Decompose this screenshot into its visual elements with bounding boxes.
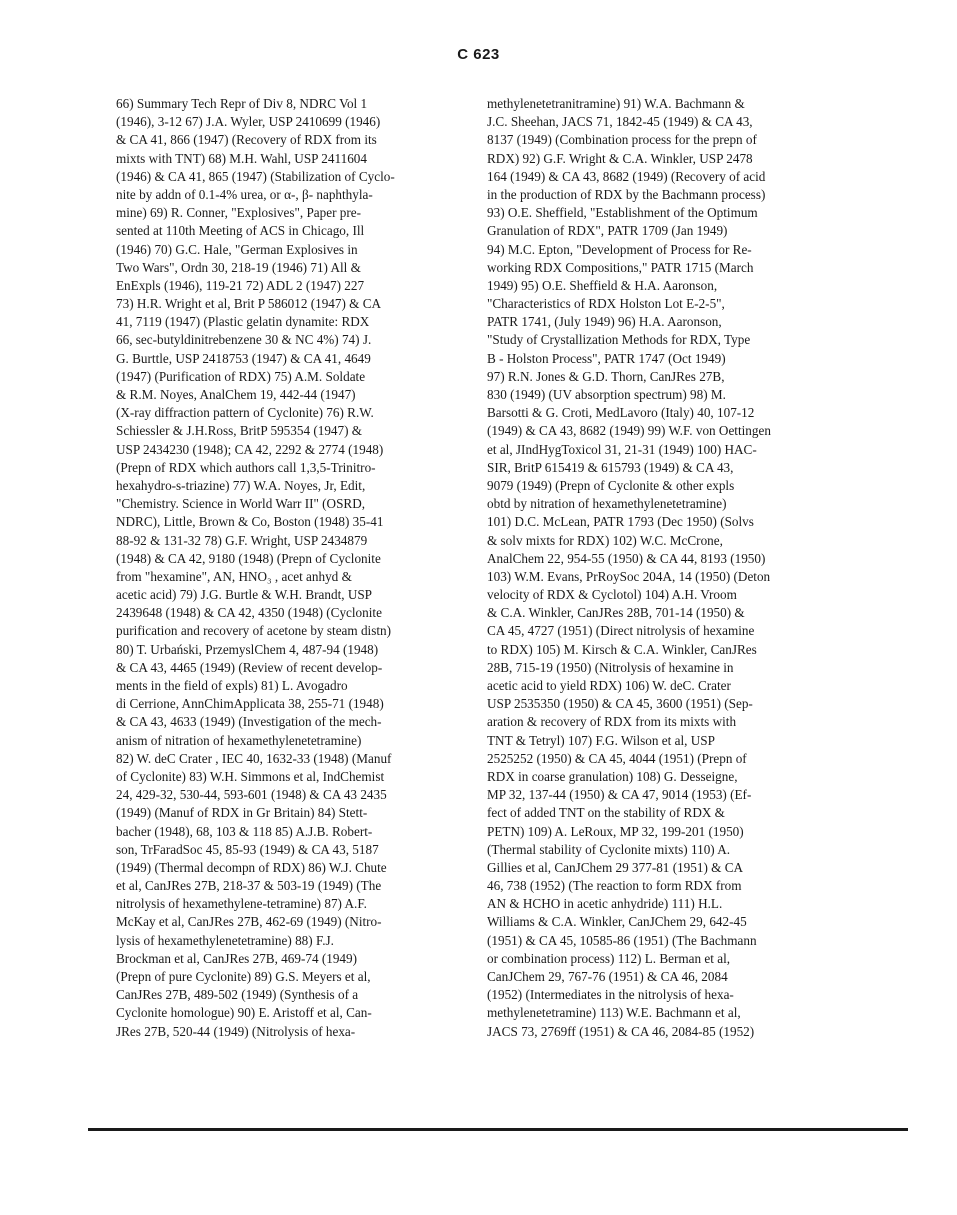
text-line: J.C. Sheehan, JACS 71, 1842-45 (1949) & CA 43, <box>487 114 753 130</box>
text-line: 66) Summary Tech Repr of Div 8, NDRC Vol 1 <box>116 96 368 111</box>
text-line: (X-ray diffraction pattern of Cyclonite) 76) R.W. <box>116 405 374 421</box>
text-line: 73) H.R. Wright et al, Brit P 586012 (1947) & CA <box>116 296 382 312</box>
text-line: (1949) (Thermal decompn of RDX) 86) W.J. Chute <box>116 859 387 875</box>
text-line: RDX) 92) G.F. Wright & C.A. Winkler, USP 2478 <box>487 150 753 166</box>
text-line: (1949) (Manuf of RDX in Gr Britain) 84) Stett- <box>116 805 368 821</box>
text-line: 88-92 & 131-32 78) G.F. Wright, USP 2434879 <box>116 532 368 548</box>
text-line: Two Wars", Ordn 30, 218-19 (1946) 71) All & <box>116 259 361 275</box>
text-line: et al, CanJRes 27B, 218-37 & 503-19 (1949) (The <box>116 878 382 894</box>
text-line: USP 2535350 (1950) & CA 45, 3600 (1951) (Sep- <box>487 696 753 712</box>
text-line: McKay et al, CanJRes 27B, 462-69 (1949) (Nitro- <box>116 914 382 930</box>
text-line: NDRC), Little, Brown & Co, Boston (1948) 35-41 <box>116 514 384 530</box>
text-line: 94) M.C. Epton, "Development of Process for Re- <box>487 241 752 257</box>
text-line: (1946), 3-12 67) J.A. Wyler, USP 2410699 (1946) <box>116 114 381 130</box>
text-line: PATR 1741, (July 1949) 96) H.A. Aaronson, <box>487 314 722 330</box>
text-line: Brockman et al, CanJRes 27B, 469-74 (1949) <box>116 950 358 966</box>
text-line: 41, 7119 (1947) (Plastic gelatin dynamite: RDX <box>116 314 370 330</box>
text-line: aration & recovery of RDX from its mixts with <box>487 714 737 730</box>
text-line: 93) O.E. Sheffield, "Establishment of the Optimum <box>487 205 758 221</box>
text-line: (1946) 70) G.C. Hale, "German Explosives in <box>116 241 358 257</box>
left-column <box>116 95 461 1041</box>
text-line: 830 (1949) (UV absorption spectrum) 98) M. <box>487 387 726 402</box>
text-line: "Chemistry. Science in World Warr II" (OSRD, <box>116 496 366 512</box>
text-line: & CA 43, 4633 (1949) (Investigation of the mech- <box>116 714 382 730</box>
text-line: 97) R.N. Jones & G.D. Thorn, CanJRes 27B, <box>487 368 725 384</box>
text-line: (1951) & CA 45, 10585-86 (1951) (The Bachmann <box>487 932 757 948</box>
text-line: CanJRes 27B, 489-502 (1949) (Synthesis of a <box>116 987 359 1003</box>
text-line: (Prepn of RDX which authors call 1,3,5-Trinitro- <box>116 459 376 475</box>
text-line: USP 2434230 (1948); CA 42, 2292 & 2774 (1948) <box>116 441 384 457</box>
text-line: ments in the field of expls) 81) L. Avogadro <box>116 678 348 693</box>
text-line: 164 (1949) & CA 43, 8682 (1949) (Recovery of acid <box>487 168 766 184</box>
text-line: 28B, 715-19 (1950) (Nitrolysis of hexamine in <box>487 659 734 675</box>
right-column <box>487 95 847 1041</box>
text-line: 101) D.C. McLean, PATR 1793 (Dec 1950) (Solvs <box>487 514 754 530</box>
text-line: & CA 43, 4465 (1949) (Review of recent develop- <box>116 659 383 675</box>
text-line: bacher (1948), 68, 103 & 118 85) A.J.B. Robert- <box>116 823 373 839</box>
text-line: RDX in coarse granulation) 108) G. Desseigne, <box>487 768 738 784</box>
text-line: JACS 73, 2769ff (1951) & CA 46, 2084-85 (1952) <box>487 1023 755 1039</box>
text-line: JRes 27B, 520-44 (1949) (Nitrolysis of hexa- <box>116 1023 356 1039</box>
text-line: 103) W.M. Evans, PrRoySoc 204A, 14 (1950) (Deton <box>487 568 771 584</box>
text-line: Schiessler & J.H.Ross, BritP 595354 (1947) & <box>116 423 363 439</box>
text-line: B - Holston Process", PATR 1747 (Oct 1949) <box>487 350 726 366</box>
text-line: purification and recovery of acetone by steam distn) <box>116 623 391 639</box>
text-line: Granulation of RDX", PATR 1709 (Jan 1949) <box>487 223 728 239</box>
text-line: "Characteristics of RDX Holston Lot E-2-5", <box>487 296 725 312</box>
text-line: 24, 429-32, 530-44, 593-601 (1948) & CA 43 2435 <box>116 787 387 803</box>
text-line: in the production of RDX by the Bachmann process) <box>487 186 766 202</box>
text-line: nitrolysis of hexamethylene-tetramine) 87) A.F. <box>116 896 367 912</box>
text-line: Cyclonite homologue) 90) E. Aristoff et al, Can- <box>116 1005 372 1021</box>
text-line: PETN) 109) A. LeRoux, MP 32, 199-201 (1950) <box>487 823 744 839</box>
text-line: et al, JIndHygToxicol 31, 21-31 (1949) 100) HAC- <box>487 441 757 457</box>
text-line: methylenetetranitramine) 91) W.A. Bachmann & <box>487 96 745 111</box>
text-line: son, TrFaradSoc 45, 85-93 (1949) & CA 43, 5187 <box>116 841 379 857</box>
text-line: fect of added TNT on the stability of RDX & <box>487 805 725 821</box>
text-line: SIR, BritP 615419 & 615793 (1949) & CA 43, <box>487 459 734 475</box>
text-line: (1948) & CA 42, 9180 (1948) (Prepn of Cyclonite <box>116 550 381 566</box>
page-number: C 623 <box>457 46 500 63</box>
text-line: lysis of hexamethylenetetramine) 88) F.J. <box>116 932 334 948</box>
text-line: MP 32, 137-44 (1950) & CA 47, 9014 (1953) (Ef- <box>487 787 752 803</box>
text-line: from "hexamine", AN, HNO₃ , acet anhyd & <box>116 568 352 584</box>
text-line: "Study of Crystallization Methods for RDX, Type <box>487 332 751 348</box>
text-line: working RDX Compositions," PATR 1715 (March <box>487 259 754 275</box>
text-line: mixts with TNT) 68) M.H. Wahl, USP 2411604 <box>116 150 367 166</box>
text-line: Williams & C.A. Winkler, CanJChem 29, 642-45 <box>487 914 747 930</box>
text-line: 2439648 (1948) & CA 42, 4350 (1948) (Cyclonite <box>116 605 382 621</box>
text-line: G. Burttle, USP 2418753 (1947) & CA 41, 4649 <box>116 350 371 366</box>
text-line: 66, sec-butyldinitrebenzene 30 & NC 4%) 74) J. <box>116 332 372 348</box>
text-line: 82) W. deC Crater , IEC 40, 1632-33 (1948) (Manuf <box>116 750 392 766</box>
text-line: & C.A. Winkler, CanJRes 28B, 701-14 (1950) & <box>487 605 745 621</box>
text-line: 1949) 95) O.E. Sheffield & H.A. Aaronson, <box>487 277 718 293</box>
text-line: (1947) (Purification of RDX) 75) A.M. Soldate <box>116 368 366 384</box>
text-line: AnalChem 22, 954-55 (1950) & CA 44, 8193 (1950) <box>487 550 766 566</box>
text-line: EnExpls (1946), 119-21 72) ADL 2 (1947) 227 <box>116 277 365 293</box>
text-line: & CA 41, 866 (1947) (Recovery of RDX from its <box>116 132 377 148</box>
text-line: mine) 69) R. Conner, "Explosives", Paper pre- <box>116 205 361 221</box>
text-line: acetic acid) 79) J.G. Burtle & W.H. Brandt, USP <box>116 587 373 603</box>
text-line: di Cerrione, AnnChimApplicata 38, 255-71 (1948) <box>116 696 384 712</box>
text-line: obtd by nitration of hexamethylenetetramine) <box>487 496 727 512</box>
text-line: 9079 (1949) (Prepn of Cyclonite & other expls <box>487 477 735 493</box>
text-line: & R.M. Noyes, AnalChem 19, 442-44 (1947) <box>116 387 356 402</box>
text-line: sented at 110th Meeting of ACS in Chicago, Ill <box>116 223 365 239</box>
text-line: 80) T. Urbański, PrzemyslChem 4, 487-94 (1948) <box>116 641 379 657</box>
text-line: 2525252 (1950) & CA 45, 4044 (1951) (Prepn of <box>487 750 747 766</box>
text-line: acetic acid to yield RDX) 106) W. deC. Crater <box>487 678 731 693</box>
text-line: nite by addn of 0.1-4% urea, or α-, β- naphthyla- <box>116 186 373 202</box>
text-line: anism of nitration of hexamethylenetetramine) <box>116 732 362 748</box>
text-line: (Thermal stability of Cyclonite mixts) 110) A. <box>487 841 731 857</box>
bottom-rule <box>88 1128 908 1131</box>
text-line: CA 45, 4727 (1951) (Direct nitrolysis of hexamine <box>487 623 755 639</box>
text-line: (1952) (Intermediates in the nitrolysis of hexa- <box>487 987 734 1003</box>
text-line: to RDX) 105) M. Kirsch & C.A. Winkler, CanJRes <box>487 641 757 657</box>
text-line: velocity of RDX & Cyclotol) 104) A.H. Vroom <box>487 587 737 603</box>
text-line: (Prepn of pure Cyclonite) 89) G.S. Meyers et al, <box>116 969 371 984</box>
text-line: hexahydro-s-triazine) 77) W.A. Noyes, Jr, Edit, <box>116 477 366 493</box>
text-line: Gillies et al, CanJChem 29 377-81 (1951) & CA <box>487 859 744 875</box>
text-line: 8137 (1949) (Combination process for the prepn of <box>487 132 757 148</box>
text-line: 46, 738 (1952) (The reaction to form RDX from <box>487 878 742 894</box>
text-line: CanJChem 29, 767-76 (1951) & CA 46, 2084 <box>487 969 728 984</box>
text-line: TNT & Tetryl) 107) F.G. Wilson et al, USP <box>487 732 715 748</box>
text-line: & solv mixts for RDX) 102) W.C. McCrone, <box>487 532 723 548</box>
text-line: methylenetetramine) 113) W.E. Bachmann et al, <box>487 1005 741 1021</box>
text-line: or combination process) 112) L. Berman et al, <box>487 950 731 966</box>
text-line: (1946) & CA 41, 865 (1947) (Stabilization of Cyclo- <box>116 168 395 184</box>
text-line: Barsotti & G. Croti, MedLavoro (Italy) 40, 107-12 <box>487 405 755 421</box>
text-line: (1949) & CA 43, 8682 (1949) 99) W.F. von Oettingen <box>487 423 771 439</box>
text-line: AN & HCHO in acetic anhydride) 111) H.L. <box>487 896 723 912</box>
text-line: of Cyclonite) 83) W.H. Simmons et al, IndChemist <box>116 768 385 784</box>
